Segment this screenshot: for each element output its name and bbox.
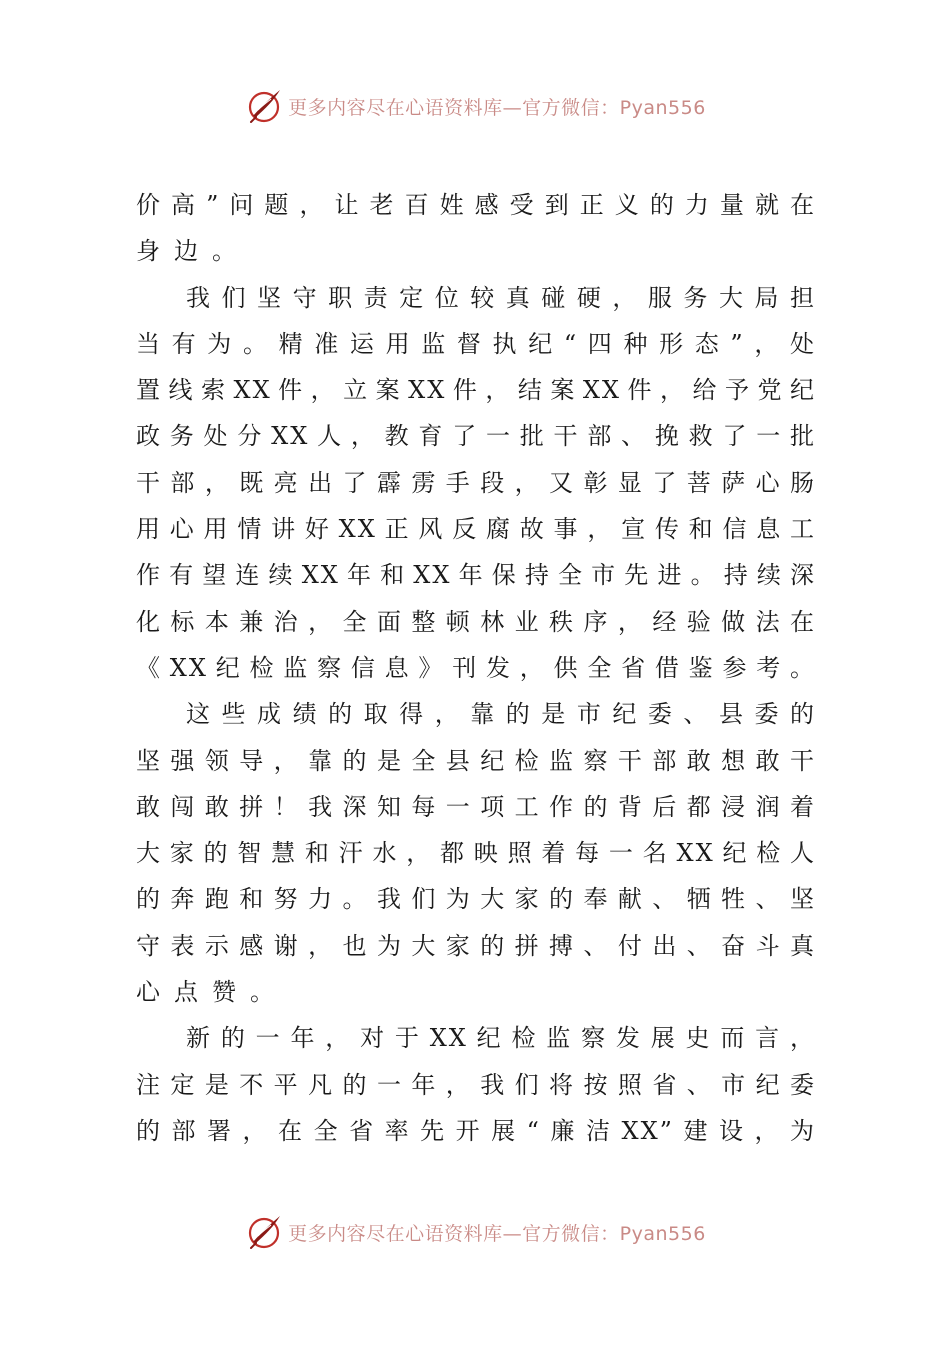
text-line: 当有为。精准运用监督执纪“四种形态”，处 (136, 329, 816, 358)
text-line: 《XX纪检监察信息》刊发，供全省借鉴参考。 (136, 653, 816, 682)
text-line: 的部署，在全省率先开展“廉洁XX”建设，为 (136, 1116, 816, 1145)
text-line: 置线索XX件，立案XX件，结案XX件，给予党纪 (136, 376, 816, 405)
text-line: 敢闯敢拼！我深知每一项工作的背后都浸润着 (136, 792, 816, 821)
text-line: 用心用情讲好XX正风反腐故事，宣传和信息工 (136, 515, 816, 544)
watermark-label: 更多内容尽在心语资料库—官方微信： (288, 1222, 620, 1245)
watermark-text (288, 93, 706, 120)
text-line: 坚强领导，靠的是全县纪检监察干部敢想敢干 (136, 746, 816, 775)
text-line: 的奔跑和努力。我们为大家的奉献、牺牲、坚 (136, 885, 816, 914)
quill-logo-icon (244, 1212, 284, 1252)
text-line: 新的一年，对于XX纪检监察发展史而言， (186, 1024, 816, 1053)
text-line: 政务处分XX人，教育了一批干部、挽救了一批 (136, 422, 816, 451)
text-line: 这些成绩的取得，靠的是市纪委、县委的 (186, 700, 816, 729)
text-line: 身边。 (136, 237, 250, 266)
watermark-wechat-id: Pyan556 (619, 96, 706, 119)
text-line: 价高”问题，让老百姓感受到正义的力量就在 (136, 191, 816, 219)
text-line: 干部，既亮出了霹雳手段，又彰显了菩萨心肠 (136, 468, 816, 497)
text-line: 化标本兼治，全面整顿林业秩序，经验做法在 (136, 607, 816, 636)
text-line: 守表示感谢，也为大家的拼搏、付出、奋斗真 (136, 931, 816, 960)
header-watermark (0, 84, 950, 128)
text-line: 注定是不平凡的一年，我们将按照省、市纪委 (136, 1070, 816, 1099)
text-line: 心点赞。 (136, 978, 288, 1007)
text-line: 我们坚守职责定位较真碰硬，服务大局担 (186, 283, 816, 312)
text-line: 大家的智慧和汗水，都映照着每一名XX纪检人 (136, 839, 816, 868)
watermark-label: 更多内容尽在心语资料库—官方微信： (288, 96, 620, 119)
watermark-text (288, 1219, 706, 1246)
watermark-wechat-id: Pyan556 (619, 1222, 706, 1245)
footer-watermark (0, 1210, 950, 1254)
document-body (136, 182, 816, 1154)
quill-logo-icon (244, 86, 284, 126)
text-line: 作有望连续XX年和XX年保持全市先进。持续深 (136, 561, 816, 590)
